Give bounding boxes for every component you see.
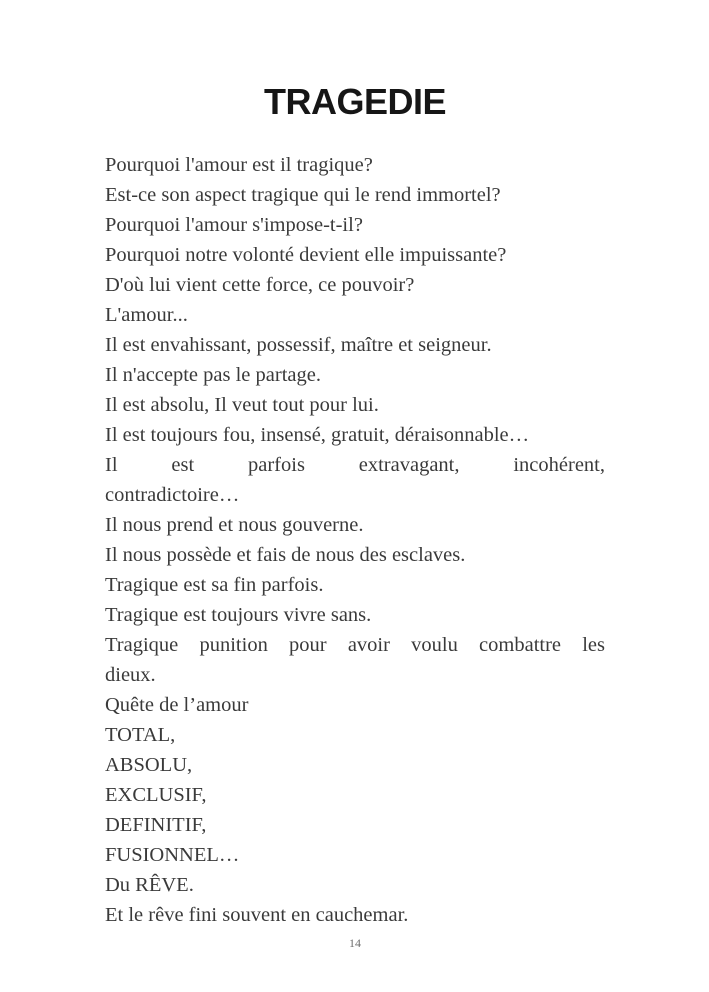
text-line: dieux. [105,664,156,686]
text-line: Il est envahissant, possessif, maître et seigneur. [105,334,492,356]
text-line: Du RÊVE. [105,874,194,896]
text-line: Est-ce son aspect tragique qui le rend immortel? [105,184,501,206]
text-line: contradictoire… [105,484,240,506]
text-line: Il est parfois extravagant, incohérent, [105,454,605,476]
text-line: Il n'accepte pas le partage. [105,364,321,386]
text-line: Il est toujours fou, insensé, gratuit, déraisonnable… [105,424,530,446]
text-line: Pourquoi notre volonté devient elle impuissante? [105,244,507,266]
text-line: FUSIONNEL… [105,844,240,866]
text-line: L'amour... [105,304,188,326]
text-line: Pourquoi l'amour est il tragique? [105,154,373,176]
text-line: Pourquoi l'amour s'impose-t-il? [105,214,363,236]
text-line: Tragique est toujours vivre sans. [105,604,372,626]
text-line: ABSOLU, [105,754,193,776]
page-title: TRAGEDIE [263,81,446,122]
text-line: Tragique est sa fin parfois. [105,574,324,596]
text-line: Tragique punition pour avoir voulu combattre les [105,634,605,656]
text-line: TOTAL, [105,724,176,746]
text-body [105,150,605,930]
text-line: Quête de l’amour [105,694,249,716]
text-line: Il nous possède et fais de nous des esclaves. [105,544,466,566]
text-line: DEFINITIF, [105,814,207,836]
text-line: EXCLUSIF, [105,784,207,806]
text-line: Il est absolu, Il veut tout pour lui. [105,394,379,416]
text-line: Il nous prend et nous gouverne. [105,514,364,536]
text-line: Et le rêve fini souvent en cauchemar. [105,904,409,926]
text-line: D'où lui vient cette force, ce pouvoir? [105,274,415,296]
page-number: 14 [349,936,361,950]
